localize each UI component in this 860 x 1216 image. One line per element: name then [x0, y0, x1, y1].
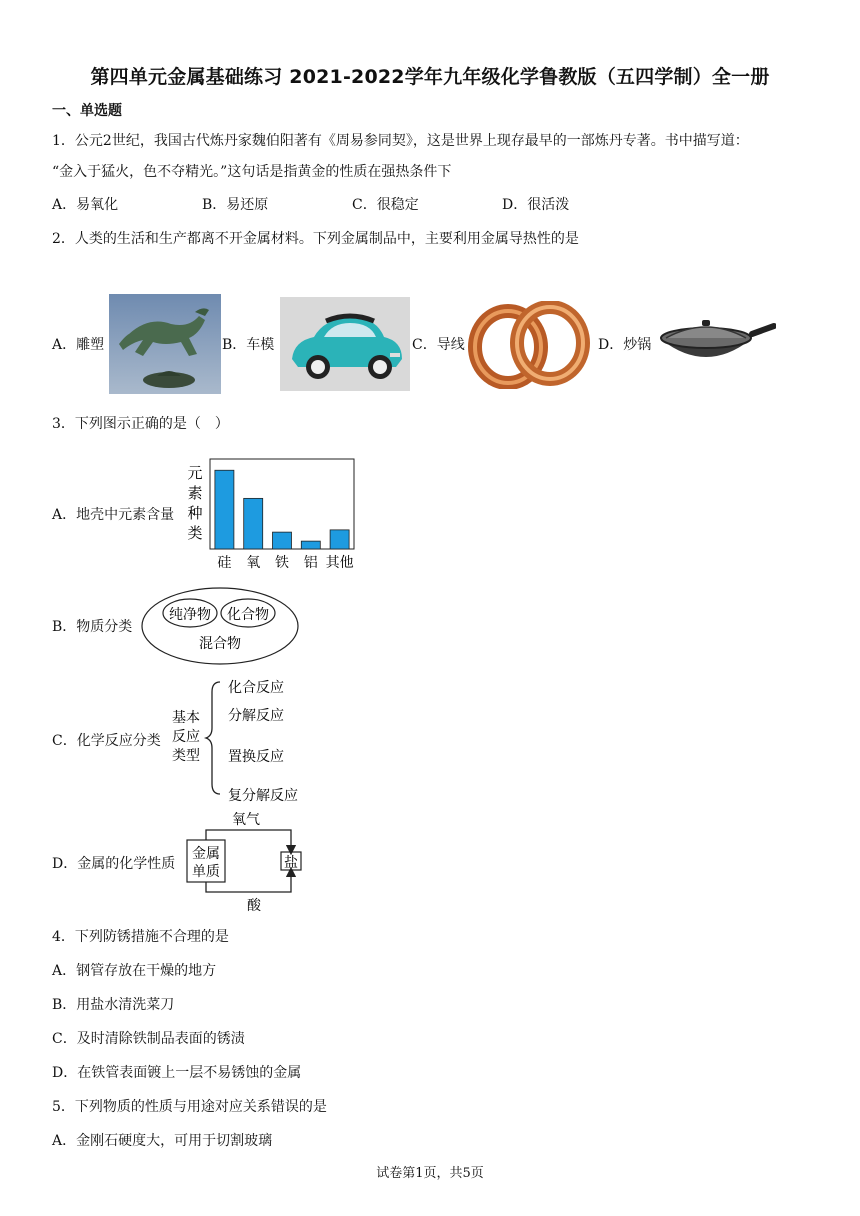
bar-4: [330, 530, 349, 549]
q1-option-b[interactable]: B．易还原: [202, 197, 269, 213]
acid-label: 酸: [247, 898, 261, 914]
metal-label-2: 单质: [192, 864, 220, 880]
q2-option-c[interactable]: C．导线: [412, 337, 465, 353]
reaction-type-3: 置换反应: [228, 749, 284, 765]
q1-stem-line2: “金入于猛火，色不夺精光。”这句话是指黄金的性质在强热条件下: [52, 164, 452, 180]
y-axis-label-char: 素: [187, 484, 203, 502]
q2-option-a[interactable]: A．雕塑: [52, 337, 105, 353]
x-tick-label: 铁: [275, 555, 289, 571]
q1-stem-line1: 1．公元2世纪，我国古代炼丹家魏伯阳著有《周易参同契》，这是世界上现存最早的一部炼丹专著。书中描写道：: [52, 133, 749, 149]
q3-option-c[interactable]: C．化学反应分类: [52, 733, 161, 749]
q2-option-b[interactable]: B．车模: [222, 337, 275, 353]
q1-option-d[interactable]: D．很活泼: [502, 197, 570, 213]
bar-1: [244, 498, 263, 549]
q4-option-a[interactable]: A．钢管存放在干燥的地方: [52, 963, 217, 979]
y-axis-label-char: 类: [187, 524, 203, 542]
reaction-classification-diagram: [168, 672, 318, 808]
reaction-type-4: 复分解反应: [228, 788, 298, 804]
q2-stem: 2．人类的生活和生产都离不开金属材料。下列金属制品中，主要利用金属导热性的是: [52, 231, 579, 247]
y-axis-label-char: 元: [187, 464, 203, 482]
salt-label: 盐: [284, 855, 298, 871]
group-label-1: 基本: [172, 710, 200, 726]
bar-3: [301, 541, 320, 549]
q2-option-d[interactable]: D．炒锅: [598, 337, 652, 353]
compound-label: 化合物: [227, 607, 269, 623]
mixture-label: 混合物: [199, 636, 241, 652]
brace: [206, 682, 220, 794]
y-axis-label-char: 种: [187, 504, 203, 522]
section-heading: 一、单选题: [52, 103, 122, 119]
pure-substance-label: 纯净物: [169, 607, 211, 623]
group-label-3: 类型: [172, 748, 200, 764]
car-model-image: [280, 297, 410, 391]
x-tick-label: 氧: [246, 555, 261, 571]
x-tick-label: 铝: [303, 555, 318, 571]
substance-classification-diagram: [140, 586, 300, 666]
metal-property-diagram: [184, 810, 314, 916]
q5-option-a[interactable]: A．金刚石硬度大，可用于切割玻璃: [52, 1133, 273, 1149]
q4-option-d[interactable]: D．在铁管表面镀上一层不易锈蚀的金属: [52, 1065, 302, 1081]
outer-ellipse: [142, 588, 298, 664]
bar-0: [215, 470, 234, 549]
horse-sculpture-image: [109, 294, 221, 394]
group-label-2: 反应: [172, 729, 200, 745]
q3-stem: 3．下列图示正确的是（ ）: [52, 416, 229, 432]
q1-option-a[interactable]: A．易氧化: [52, 197, 119, 213]
metal-label-1: 金属: [192, 846, 220, 862]
q3-option-d[interactable]: D．金属的化学性质: [52, 856, 176, 872]
page-footer: 试卷第1页，共5页: [376, 1166, 484, 1181]
q1-option-c[interactable]: C．很稳定: [352, 197, 419, 213]
q4-option-b[interactable]: B．用盐水清洗菜刀: [52, 997, 175, 1013]
q3-option-b[interactable]: B．物质分类: [52, 619, 133, 635]
oxygen-label: 氧气: [232, 812, 260, 828]
x-tick-label: 其他: [325, 555, 354, 571]
q3-option-a[interactable]: A．地壳中元素含量: [52, 507, 175, 523]
page-title: 第四单元金属基础练习 2021-2022学年九年级化学鲁教版（五四学制）全一册: [90, 66, 770, 88]
bar-2: [273, 532, 292, 549]
q5-stem: 5．下列物质的性质与用途对应关系错误的是: [52, 1099, 327, 1115]
reaction-type-1: 化合反应: [228, 680, 284, 696]
element-abundance-chart: [184, 456, 360, 572]
x-tick-label: 硅: [217, 555, 232, 571]
reaction-type-2: 分解反应: [228, 708, 284, 724]
q4-stem: 4．下列防锈措施不合理的是: [52, 929, 229, 945]
q4-option-c[interactable]: C．及时清除铁制品表面的锈渍: [52, 1031, 245, 1047]
copper-wire-coil-image: [468, 301, 590, 389]
wok-image: [656, 314, 776, 384]
